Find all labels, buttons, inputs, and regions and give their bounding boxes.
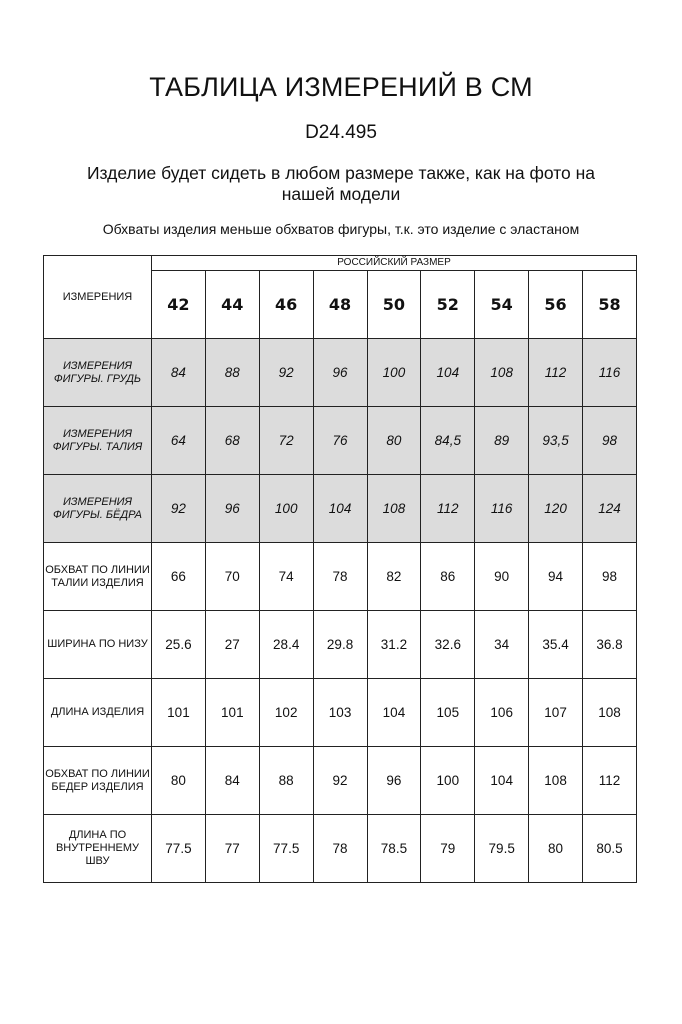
table-row xyxy=(44,679,637,747)
table-row xyxy=(44,339,637,407)
elastane-note: Обхваты изделия меньше обхватов фигуры, т.к. это изделие с эластаном xyxy=(102,221,580,237)
value-cell: 74 xyxy=(259,543,313,611)
value-cell: 77.5 xyxy=(259,815,313,883)
value-cell: 104 xyxy=(421,339,475,407)
value-cell: 108 xyxy=(367,475,421,543)
value-cell: 84 xyxy=(205,747,259,815)
row-label: ОБХВАТ ПО ЛИНИИ БЕДЕР ИЗДЕЛИЯ xyxy=(44,747,152,815)
value-cell: 116 xyxy=(583,339,637,407)
row-label: ИЗМЕРЕНИЯ ФИГУРЫ. ГРУДЬ xyxy=(44,339,152,407)
value-cell: 76 xyxy=(313,407,367,475)
value-cell: 100 xyxy=(421,747,475,815)
value-cell: 27 xyxy=(205,611,259,679)
value-cell: 64 xyxy=(152,407,206,475)
size-header-42: 42 xyxy=(152,271,206,339)
value-cell: 78.5 xyxy=(367,815,421,883)
value-cell: 35.4 xyxy=(529,611,583,679)
value-cell: 98 xyxy=(583,543,637,611)
value-cell: 72 xyxy=(259,407,313,475)
value-cell: 106 xyxy=(475,679,529,747)
value-cell: 79.5 xyxy=(475,815,529,883)
value-cell: 108 xyxy=(583,679,637,747)
value-cell: 94 xyxy=(529,543,583,611)
value-cell: 104 xyxy=(475,747,529,815)
product-code: D24.495 xyxy=(305,122,377,143)
table-row xyxy=(44,611,637,679)
size-header-46: 46 xyxy=(259,271,313,339)
value-cell: 84,5 xyxy=(421,407,475,475)
value-cell: 96 xyxy=(367,747,421,815)
russian-size-header: РОССИЙСКИЙ РАЗМЕР xyxy=(152,256,637,271)
value-cell: 108 xyxy=(475,339,529,407)
size-header-50: 50 xyxy=(367,271,421,339)
row-label: ДЛИНА ПО ВНУТРЕННЕМУ ШВУ xyxy=(44,815,152,883)
value-cell: 29.8 xyxy=(313,611,367,679)
measurements-header: ИЗМЕРЕНИЯ xyxy=(44,256,152,339)
value-cell: 92 xyxy=(259,339,313,407)
value-cell: 82 xyxy=(367,543,421,611)
value-cell: 36.8 xyxy=(583,611,637,679)
table-header-row xyxy=(44,256,637,271)
value-cell: 92 xyxy=(152,475,206,543)
table-row xyxy=(44,747,637,815)
table-row xyxy=(44,815,637,883)
value-cell: 104 xyxy=(367,679,421,747)
row-label: ДЛИНА ИЗДЕЛИЯ xyxy=(44,679,152,747)
value-cell: 70 xyxy=(205,543,259,611)
value-cell: 93,5 xyxy=(529,407,583,475)
table-row xyxy=(44,407,637,475)
value-cell: 80 xyxy=(152,747,206,815)
value-cell: 98 xyxy=(583,407,637,475)
value-cell: 96 xyxy=(205,475,259,543)
row-label: ОБХВАТ ПО ЛИНИИ ТАЛИИ ИЗДЕЛИЯ xyxy=(44,543,152,611)
value-cell: 88 xyxy=(259,747,313,815)
value-cell: 66 xyxy=(152,543,206,611)
value-cell: 32.6 xyxy=(421,611,475,679)
value-cell: 80 xyxy=(367,407,421,475)
page-title: ТАБЛИЦА ИЗМЕРЕНИЙ В СМ xyxy=(149,72,533,102)
value-cell: 101 xyxy=(152,679,206,747)
table-row xyxy=(44,543,637,611)
row-label: ИЗМЕРЕНИЯ ФИГУРЫ. БЁДРА xyxy=(44,475,152,543)
value-cell: 112 xyxy=(583,747,637,815)
value-cell: 120 xyxy=(529,475,583,543)
value-cell: 92 xyxy=(313,747,367,815)
value-cell: 90 xyxy=(475,543,529,611)
fit-note: Изделие будет сидеть в любом размере также, как на фото на нашей модели xyxy=(86,163,596,204)
value-cell: 101 xyxy=(205,679,259,747)
value-cell: 100 xyxy=(367,339,421,407)
value-cell: 80.5 xyxy=(583,815,637,883)
value-cell: 103 xyxy=(313,679,367,747)
value-cell: 78 xyxy=(313,543,367,611)
size-header-54: 54 xyxy=(475,271,529,339)
value-cell: 104 xyxy=(313,475,367,543)
value-cell: 124 xyxy=(583,475,637,543)
value-cell: 34 xyxy=(475,611,529,679)
size-header-58: 58 xyxy=(583,271,637,339)
size-header-48: 48 xyxy=(313,271,367,339)
value-cell: 25.6 xyxy=(152,611,206,679)
row-label: ШИРИНА ПО НИЗУ xyxy=(44,611,152,679)
value-cell: 100 xyxy=(259,475,313,543)
value-cell: 88 xyxy=(205,339,259,407)
value-cell: 79 xyxy=(421,815,475,883)
value-cell: 116 xyxy=(475,475,529,543)
value-cell: 77.5 xyxy=(152,815,206,883)
size-table xyxy=(43,255,637,883)
value-cell: 77 xyxy=(205,815,259,883)
value-cell: 31.2 xyxy=(367,611,421,679)
value-cell: 84 xyxy=(152,339,206,407)
size-header-52: 52 xyxy=(421,271,475,339)
table-row xyxy=(44,475,637,543)
value-cell: 112 xyxy=(421,475,475,543)
value-cell: 112 xyxy=(529,339,583,407)
size-header-56: 56 xyxy=(529,271,583,339)
value-cell: 108 xyxy=(529,747,583,815)
value-cell: 89 xyxy=(475,407,529,475)
value-cell: 80 xyxy=(529,815,583,883)
value-cell: 28.4 xyxy=(259,611,313,679)
row-label: ИЗМЕРЕНИЯ ФИГУРЫ. ТАЛИЯ xyxy=(44,407,152,475)
value-cell: 78 xyxy=(313,815,367,883)
value-cell: 68 xyxy=(205,407,259,475)
value-cell: 105 xyxy=(421,679,475,747)
value-cell: 96 xyxy=(313,339,367,407)
size-header-44: 44 xyxy=(205,271,259,339)
value-cell: 102 xyxy=(259,679,313,747)
value-cell: 107 xyxy=(529,679,583,747)
value-cell: 86 xyxy=(421,543,475,611)
